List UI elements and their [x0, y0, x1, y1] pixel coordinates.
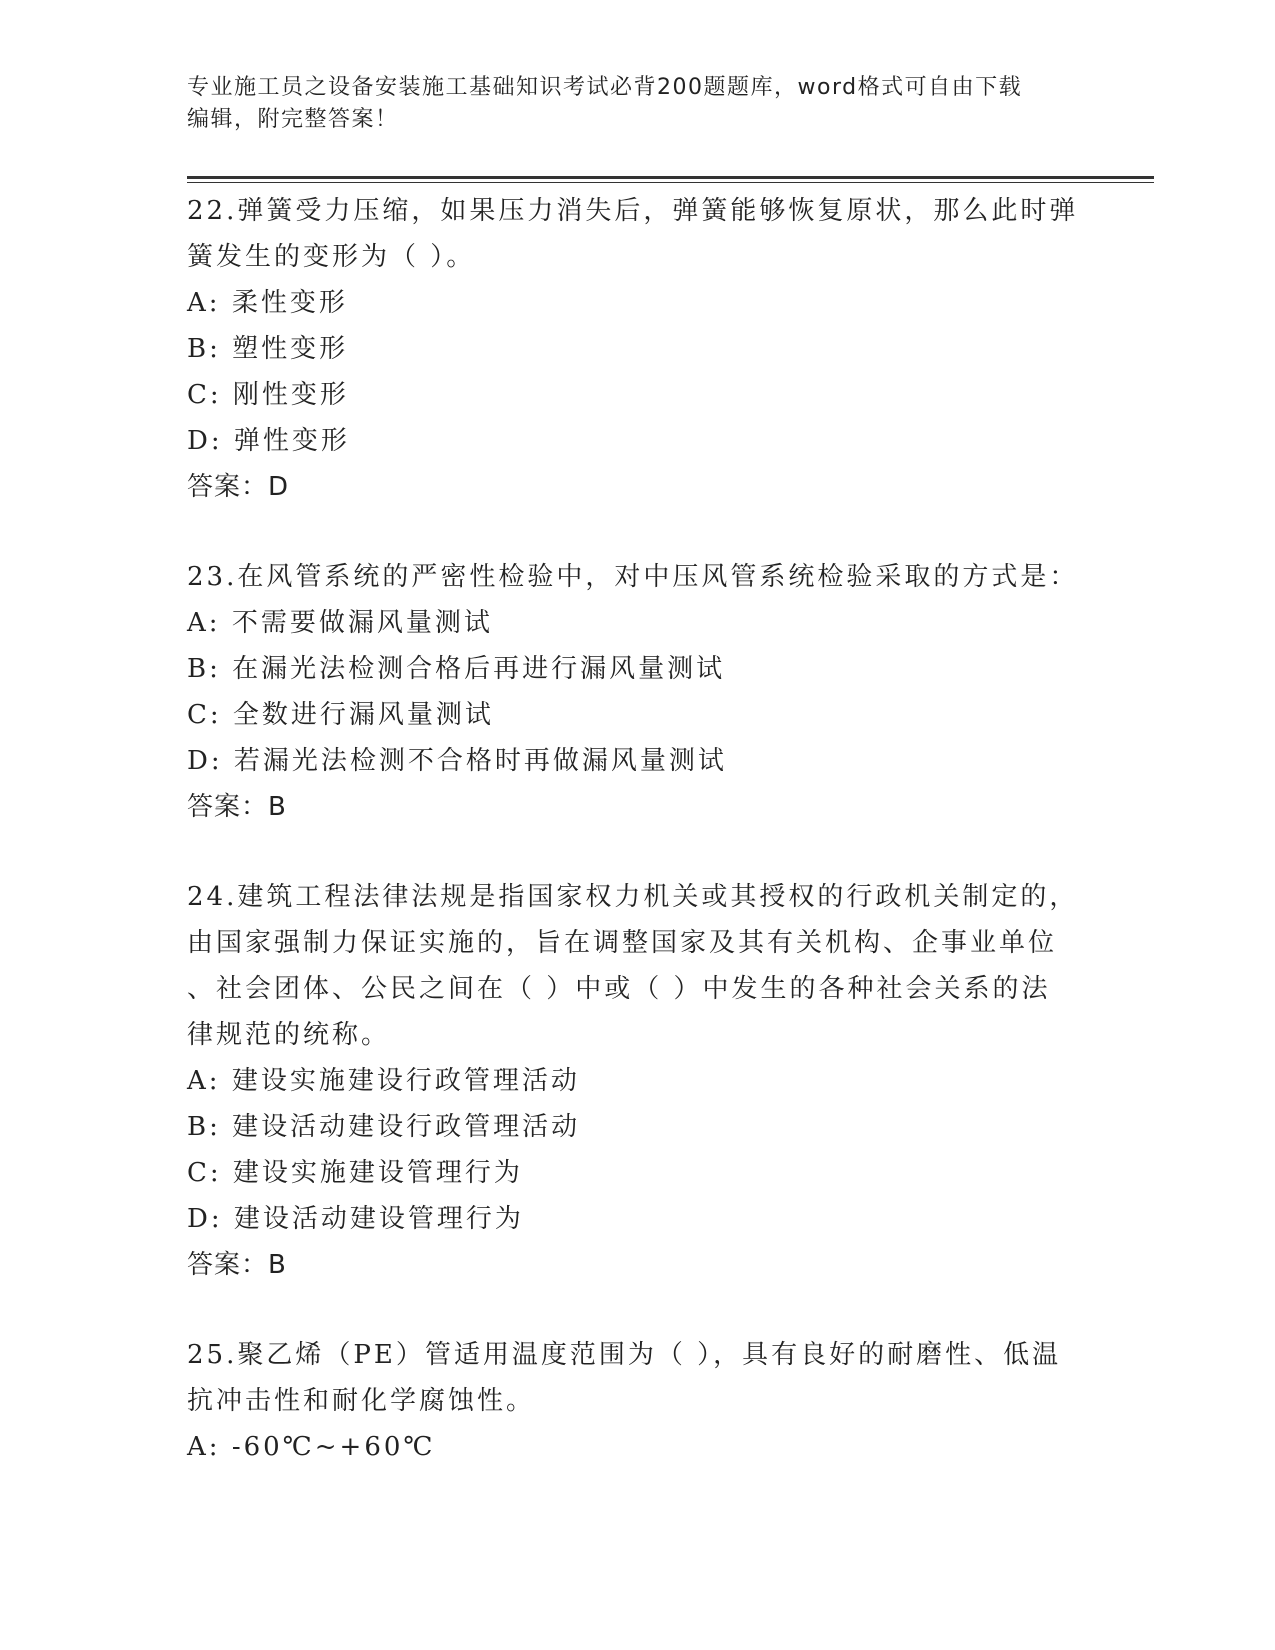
answer-text: 答案：D [187, 472, 290, 502]
question-text-line: 25.聚乙烯（PE）管适用温度范围为（ ），具有良好的耐磨性、低温 [187, 1340, 1062, 1370]
question-24 [187, 874, 1087, 1288]
option-letter: D: [187, 746, 223, 776]
option-d [187, 1196, 1087, 1242]
header-rule-thick [187, 176, 1154, 179]
answer-text: 答案：B [187, 1250, 287, 1280]
question-23 [187, 554, 1087, 830]
option-text: 建设活动建设管理行为 [233, 1204, 524, 1234]
question-text-line: 抗冲击性和耐化学腐蚀性。 [187, 1386, 536, 1416]
option-text: 在漏光法检测合格后再进行漏风量测试 [232, 654, 726, 684]
question-text-line: 23.在风管系统的严密性检验中，对中压风管系统检验采取的方式是： [187, 562, 1079, 592]
option-letter: B: [187, 1112, 221, 1142]
question-text-line: 由国家强制力保证实施的，旨在调整国家及其有关机构、企事业单位 [187, 928, 1058, 958]
option-letter: D: [187, 426, 223, 456]
option-c [187, 692, 1087, 738]
question-25 [187, 1332, 1087, 1470]
answer-text: 答案：B [187, 792, 287, 822]
option-d [187, 418, 1087, 464]
option-text: 建设实施建设管理行为 [232, 1158, 523, 1188]
option-a [187, 1058, 1087, 1104]
question-text-line: 24.建筑工程法律法规是指国家权力机关或其授权的行政机关制定的， [187, 882, 1079, 912]
option-letter: B: [187, 334, 221, 364]
option-text: 建设活动建设行政管理活动 [232, 1112, 581, 1142]
option-text: 刚性变形 [232, 380, 349, 410]
question-text-line: 簧发生的变形为（ ）。 [187, 242, 476, 272]
question-text-line: 22.弹簧受力压缩，如果压力消失后，弹簧能够恢复原状，那么此时弹 [187, 196, 1079, 226]
option-text: 全数进行漏风量测试 [232, 700, 494, 730]
option-letter: A: [187, 1066, 221, 1096]
option-text: 若漏光法检测不合格时再做漏风量测试 [233, 746, 727, 776]
option-a [187, 600, 1087, 646]
option-text: 弹性变形 [233, 426, 350, 456]
option-letter: C: [187, 380, 222, 410]
option-c [187, 1150, 1087, 1196]
option-letter: C: [187, 700, 222, 730]
document-header [187, 72, 1067, 136]
option-letter: B: [187, 654, 221, 684]
option-text: 不需要做漏风量测试 [231, 608, 493, 638]
question-text-line: 、社会团体、公民之间在（ ）中或（ ）中发生的各种社会关系的法 [187, 974, 1051, 1004]
option-c [187, 372, 1087, 418]
option-text: -60℃~+60℃ [231, 1432, 436, 1462]
option-letter: C: [187, 1158, 222, 1188]
option-letter: A: [187, 1432, 221, 1462]
option-text: 柔性变形 [231, 288, 348, 318]
option-b [187, 326, 1087, 372]
option-b [187, 646, 1087, 692]
header-line-1: 专业施工员之设备安装施工基础知识考试必背200题题库，word格式可自由下载 [187, 75, 1023, 100]
question-list [187, 188, 1087, 1470]
option-letter: A: [187, 288, 221, 318]
option-d [187, 738, 1087, 784]
header-rule-thin [187, 182, 1154, 183]
option-text: 塑性变形 [232, 334, 349, 364]
option-letter: D: [187, 1204, 223, 1234]
option-a [187, 1424, 1087, 1470]
option-b [187, 1104, 1087, 1150]
question-text-line: 律规范的统称。 [187, 1020, 391, 1050]
question-22 [187, 188, 1087, 510]
option-text: 建设实施建设行政管理活动 [231, 1066, 580, 1096]
option-a [187, 280, 1087, 326]
header-line-2: 编辑，附完整答案！ [187, 107, 399, 132]
option-letter: A: [187, 608, 221, 638]
